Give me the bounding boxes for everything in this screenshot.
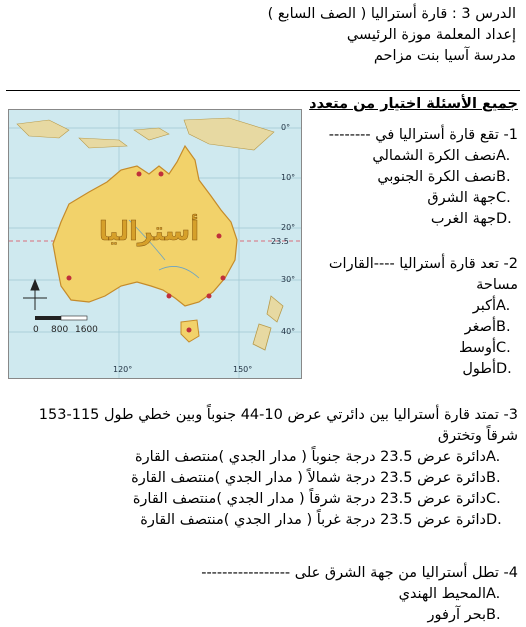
- option-b[interactable]: [6, 468, 508, 489]
- option-letter: C.: [496, 340, 511, 356]
- north-islands: [17, 118, 274, 150]
- lon-labels: [113, 365, 252, 374]
- svg-text:120°: 120°: [113, 365, 133, 374]
- option-letter: C.: [496, 190, 511, 206]
- option-letter: A.: [496, 148, 511, 164]
- school-name: مدرسة آسيا بنت مزاحم: [373, 48, 516, 64]
- option-text: بحر آرفور: [427, 607, 486, 623]
- svg-text:150°: 150°: [233, 365, 253, 374]
- option-letter: B.: [496, 169, 511, 185]
- question-text: 4- تطل أستراليا من جهة الشرق على -----------------: [201, 565, 518, 581]
- svg-text:40°: 40°: [281, 327, 296, 336]
- option-text: أوسط: [459, 340, 496, 356]
- svg-text:10°: 10°: [281, 173, 296, 182]
- header: [10, 4, 516, 67]
- map-svg: [9, 110, 301, 378]
- option-c[interactable]: [308, 338, 518, 359]
- option-a[interactable]: [6, 447, 508, 468]
- compass-icon: [23, 280, 47, 310]
- option-text: دائرة عرض 23.5 درجة جنوباً ( مدار الجدي )منتصف القارة: [135, 449, 486, 465]
- map-title: أستراليا: [98, 217, 200, 247]
- option-letter: A.: [496, 298, 511, 314]
- option-a[interactable]: [308, 296, 518, 317]
- option-text: المحيط الهندي: [398, 586, 486, 602]
- option-text: جهة الغرب: [430, 211, 496, 227]
- option-c[interactable]: [308, 188, 518, 209]
- option-d[interactable]: [308, 209, 518, 230]
- question-text: 3- تمتد قارة أستراليا بين دائرتي عرض 10-44 جنوباً وبين خطي طول 115-153 شرقاً وتخترق: [38, 407, 518, 444]
- australia-map: [8, 109, 302, 379]
- option-text: جهة الشرق: [427, 190, 496, 206]
- option-letter: B.: [486, 470, 501, 486]
- option-letter: B.: [486, 607, 501, 623]
- option-text: دائرة عرض 23.5 درجة شمالاً ( مدار الجدي )منتصف القارة: [131, 470, 486, 486]
- option-letter: B.: [496, 319, 511, 335]
- option-text: أكبر: [472, 298, 496, 314]
- teacher-name: إعداد المعلمة موزة الرئيسي: [346, 27, 516, 43]
- option-letter: D.: [496, 361, 512, 377]
- svg-text:30°: 30°: [281, 275, 296, 284]
- option-c[interactable]: [6, 489, 508, 510]
- question-2: [308, 254, 518, 380]
- option-text: أصغر: [464, 319, 496, 335]
- option-b[interactable]: [308, 167, 518, 188]
- option-letter: A.: [486, 586, 501, 602]
- section-title: جميع الأسئلة اختيار من متعدد: [309, 96, 518, 112]
- svg-text:0: 0: [33, 325, 39, 335]
- question-1: [308, 125, 518, 230]
- question-text: 2- تعد قارة أستراليا ----القارات مساحة: [328, 256, 518, 293]
- option-letter: C.: [486, 491, 501, 507]
- question-3: [6, 405, 518, 531]
- svg-text:20°: 20°: [281, 223, 296, 232]
- question-text: 1- تقع قارة أستراليا في --------: [328, 127, 518, 143]
- svg-text:800: 800: [51, 325, 69, 335]
- option-text: نصف الكرة الجنوبي: [377, 169, 496, 185]
- option-a[interactable]: [308, 146, 518, 167]
- option-b[interactable]: [308, 317, 518, 338]
- option-letter: D.: [496, 211, 512, 227]
- new-zealand: [253, 296, 283, 350]
- option-text: دائرة عرض 23.5 درجة شرقاً ( مدار الجدي )منتصف القارة: [132, 491, 486, 507]
- lesson-title: الدرس 3 : قارة أستراليا ( الصف السابع ): [267, 6, 516, 22]
- option-d[interactable]: [6, 510, 508, 531]
- option-text: أطول: [462, 361, 496, 377]
- option-d[interactable]: [308, 359, 518, 380]
- option-text: دائرة عرض 23.5 درجة غرباً ( مدار الجدي )منتصف القارة: [140, 512, 486, 528]
- question-4: [6, 563, 518, 626]
- divider: [6, 90, 520, 91]
- option-letter: A.: [486, 449, 501, 465]
- option-text: نصف الكرة الشمالي: [372, 148, 496, 164]
- svg-text:1600: 1600: [75, 325, 98, 335]
- option-letter: D.: [486, 512, 502, 528]
- svg-text:0°: 0°: [281, 123, 291, 132]
- option-b[interactable]: [6, 605, 508, 626]
- option-a[interactable]: [6, 584, 508, 605]
- svg-text:23.5: 23.5: [271, 237, 289, 246]
